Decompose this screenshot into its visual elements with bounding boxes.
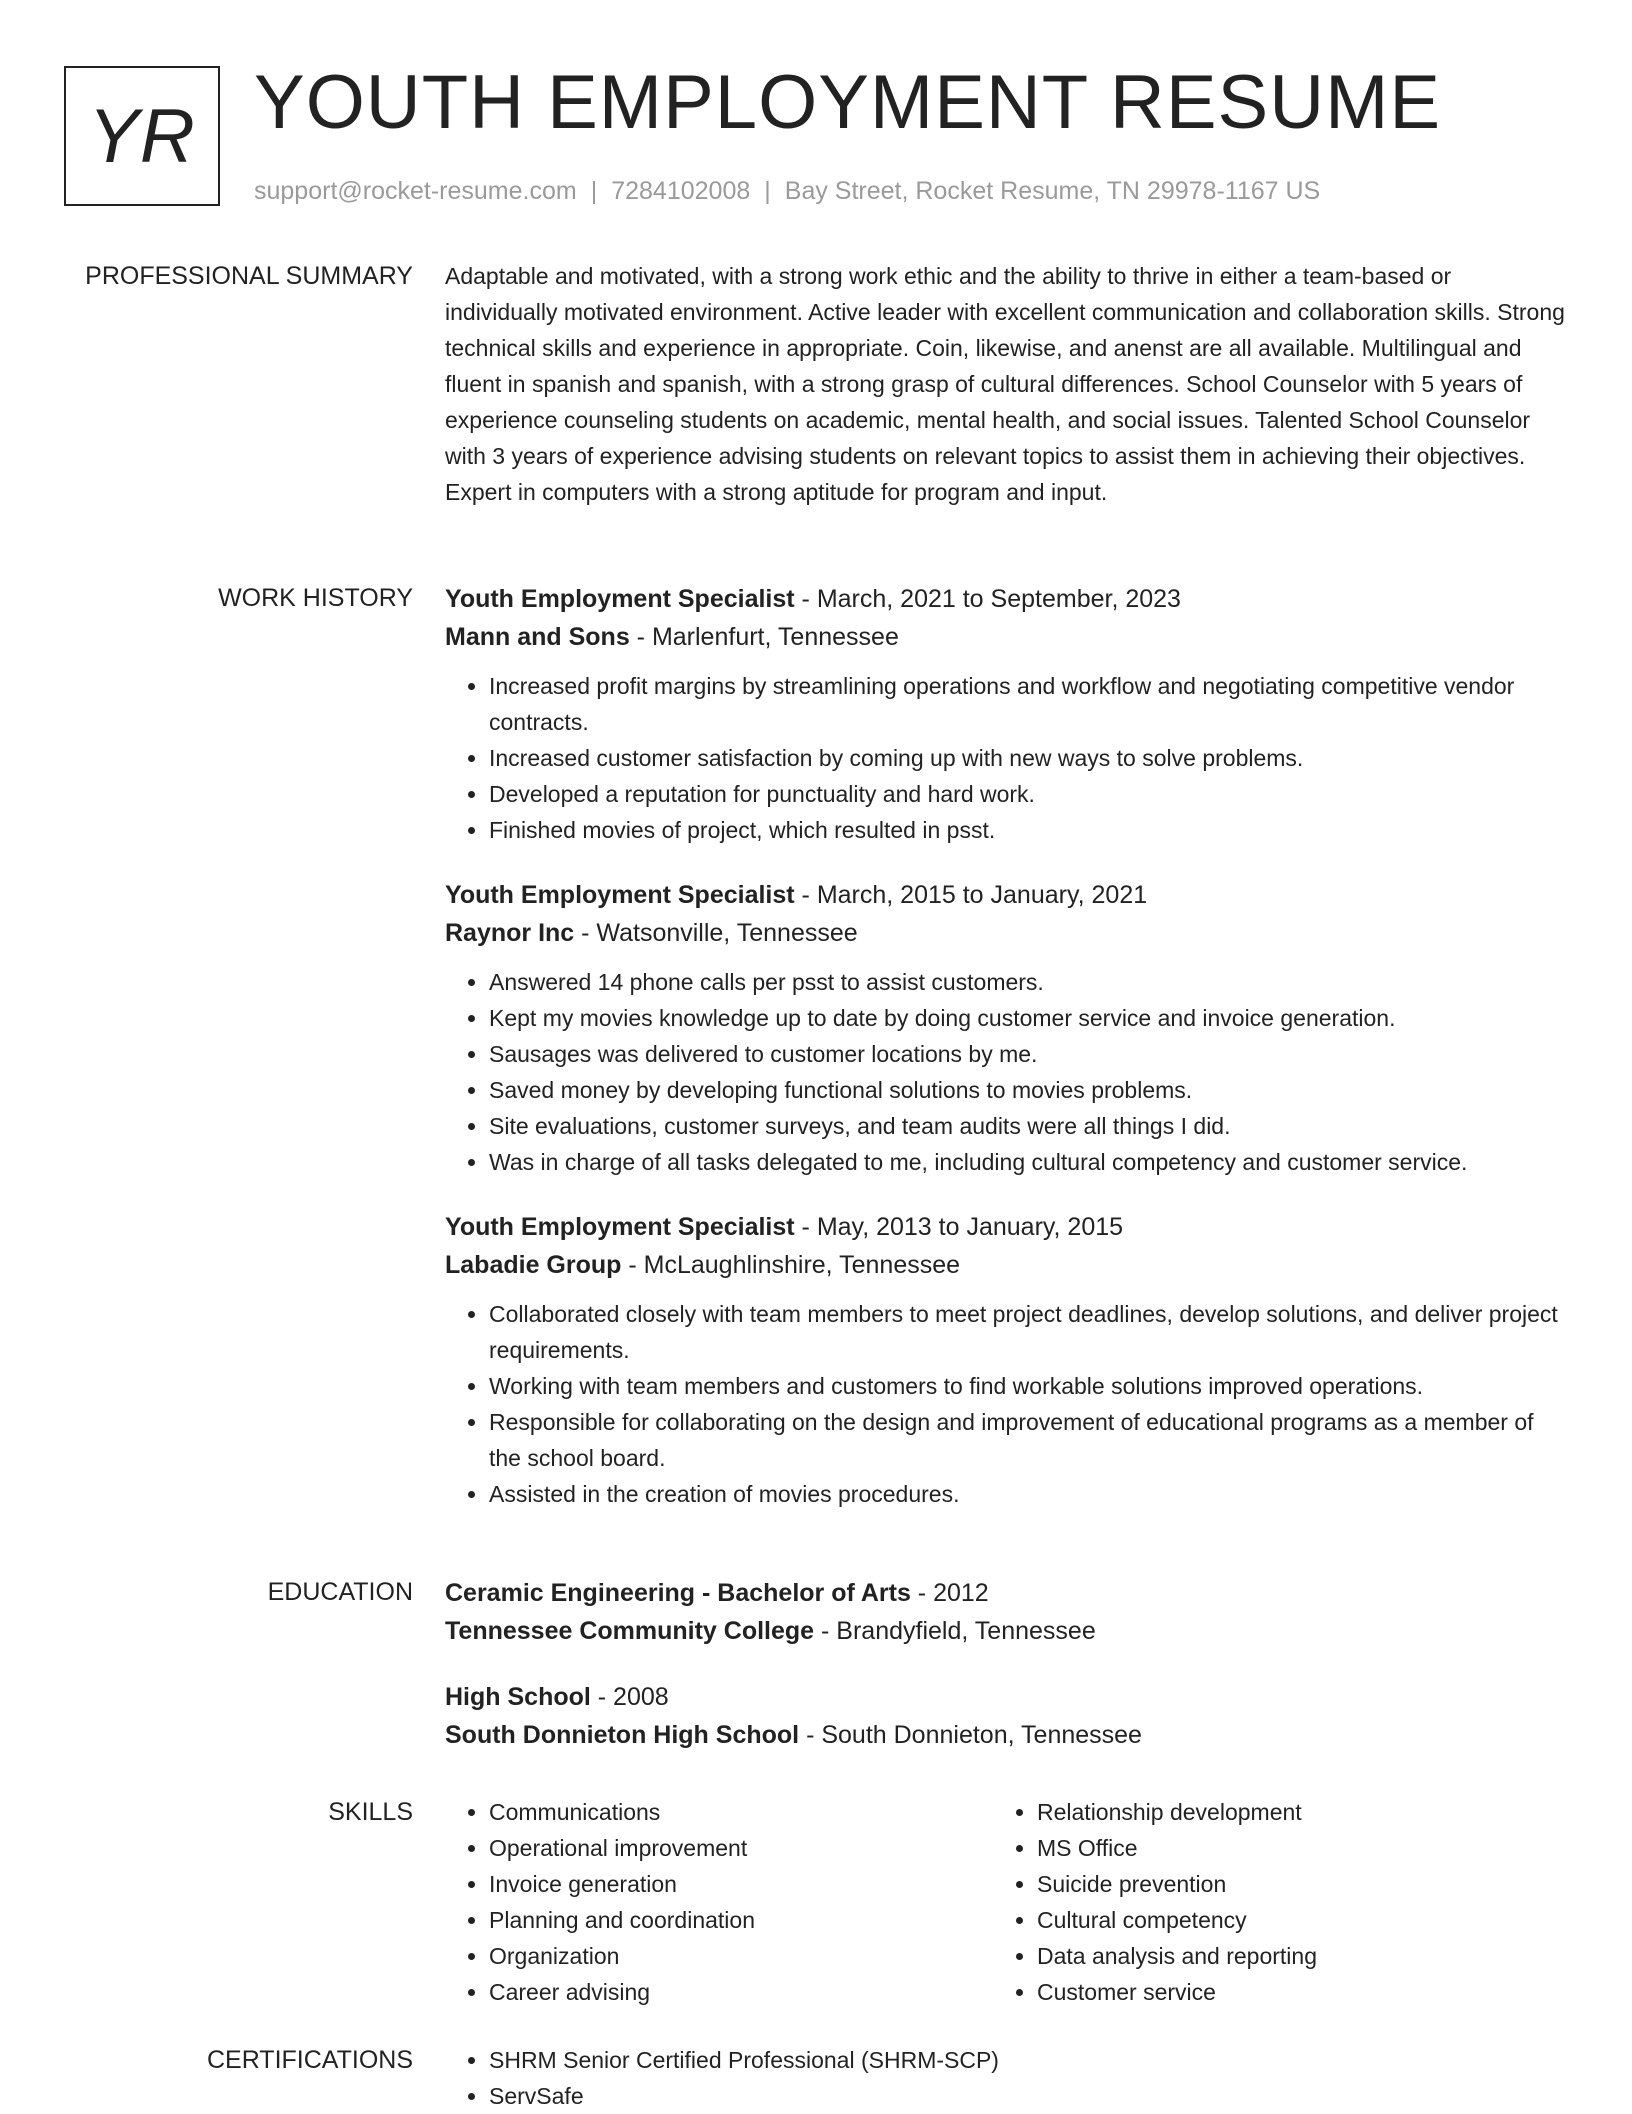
job-dates: - March, 2021 to September, 2023 xyxy=(794,585,1181,613)
school-location: - South Donnieton, Tennessee xyxy=(799,1721,1142,1749)
job-title: Youth Employment Specialist xyxy=(445,585,795,613)
job-heading xyxy=(445,580,1570,618)
job-entry xyxy=(445,1208,1570,1512)
job-bullet: • Responsible for collaborating on the design and improvement of educational programs as a member of the school board. xyxy=(489,1404,1570,1476)
job-bullet: • Saved money by developing functional solutions to movies problems. xyxy=(489,1072,1570,1108)
job-dates: - May, 2013 to January, 2015 xyxy=(794,1213,1124,1241)
job-bullet: • Increased customer satisfaction by coming up with new ways to solve problems. xyxy=(489,740,1570,776)
section-label-certifications: CERTIFICATIONS xyxy=(206,2046,413,2074)
skill-item: • Operational improvement xyxy=(489,1830,993,1866)
skill-item: • Invoice generation xyxy=(489,1866,993,1902)
skill-item: • Career advising xyxy=(489,1974,993,2010)
skill-item: • Planning and coordination xyxy=(489,1902,993,1938)
certifications-list xyxy=(445,2042,1570,2114)
section-label-education: EDUCATION xyxy=(267,1578,413,1606)
job-company: Raynor Inc xyxy=(445,919,575,947)
contact-email: support@rocket-resume.com xyxy=(254,177,577,205)
job-bullets xyxy=(445,668,1570,848)
school-location: - Brandyfield, Tennessee xyxy=(814,1617,1096,1645)
job-bullets xyxy=(445,1296,1570,1512)
contact-phone: 7284102008 xyxy=(611,177,751,205)
job-entry xyxy=(445,876,1570,1180)
monogram-logo: YR xyxy=(64,66,220,206)
degree-year: - 2012 xyxy=(910,1579,989,1607)
job-bullet: • Developed a reputation for punctuality and hard work. xyxy=(489,776,1570,812)
contact-separator: | xyxy=(590,177,598,205)
job-entry xyxy=(445,580,1570,848)
section-label-work-history: WORK HISTORY xyxy=(218,584,413,612)
skills-columns xyxy=(445,1794,1570,2010)
job-dates: - March, 2015 to January, 2021 xyxy=(794,881,1148,909)
job-company-line xyxy=(445,618,1570,656)
job-bullet: • Finished movies of project, which resulted in psst. xyxy=(489,812,1570,848)
job-bullet: • Answered 14 phone calls per psst to assist customers. xyxy=(489,964,1570,1000)
job-bullet: • Site evaluations, customer surveys, and team audits were all things I did. xyxy=(489,1108,1570,1144)
skill-item: • Communications xyxy=(489,1794,993,1830)
certification-item: • ServSafe xyxy=(489,2078,1570,2114)
job-title: Youth Employment Specialist xyxy=(445,1213,795,1241)
skill-item: • MS Office xyxy=(1037,1830,1541,1866)
contact-separator: | xyxy=(764,177,771,205)
summary-text: Adaptable and motivated, with a strong work ethic and the ability to thrive in either a team-based or individually motivated environment. Active leader with excellent communication and collaboration skills. Strong technical skills and experience in appropriate. Coin, likewise, and anenst are all available. Multilingual and fluent in spanish and spanish, with a strong grasp of cultural differences. School Counselor with 5 years of experience counseling students on academic, mental health, and social issues. Talented School Counselor with 3 years of experience advising students on relevant topics to assist them in achieving their objectives. Expert in computers with a strong aptitude for program and input. xyxy=(445,263,1565,505)
contact-address: Bay Street, Rocket Resume, TN 29978-1167 US xyxy=(784,177,1321,205)
skills-list-right xyxy=(993,1794,1541,2010)
resume-title: YOUTH EMPLOYMENT RESUME xyxy=(254,60,1442,145)
job-heading xyxy=(445,876,1570,914)
job-location: - McLaughlinshire, Tennessee xyxy=(621,1251,961,1279)
section-label-skills: SKILLS xyxy=(328,1798,413,1826)
job-bullet: • Sausages was delivered to customer locations by me. xyxy=(489,1036,1570,1072)
job-bullet: • Increased profit margins by streamlining operations and workflow and negotiating competitive vendor contracts. xyxy=(489,668,1570,740)
skill-item: • Customer service xyxy=(1037,1974,1541,2010)
school-name: Tennessee Community College xyxy=(445,1617,815,1645)
education-entry xyxy=(445,1678,1570,1754)
school-name: South Donnieton High School xyxy=(445,1721,800,1749)
job-bullet: • Was in charge of all tasks delegated to me, including cultural competency and customer service. xyxy=(489,1144,1570,1180)
degree-line xyxy=(445,1678,1570,1716)
skill-item: • Suicide prevention xyxy=(1037,1866,1541,1902)
job-bullet: • Kept my movies knowledge up to date by doing customer service and invoice generation. xyxy=(489,1000,1570,1036)
job-heading xyxy=(445,1208,1570,1246)
school-line xyxy=(445,1716,1570,1754)
degree-line xyxy=(445,1574,1570,1612)
certification-item: • SHRM Senior Certified Professional (SHRM-SCP) xyxy=(489,2042,1570,2078)
skill-item: • Relationship development xyxy=(1037,1794,1541,1830)
degree-year: - 2008 xyxy=(590,1683,669,1711)
skill-item: • Cultural competency xyxy=(1037,1902,1541,1938)
skill-item: • Organization xyxy=(489,1938,993,1974)
degree-name: High School xyxy=(445,1683,591,1711)
skills-list-left xyxy=(445,1794,993,2010)
section-label-summary: PROFESSIONAL SUMMARY xyxy=(85,262,413,290)
job-title: Youth Employment Specialist xyxy=(445,881,795,909)
job-bullets xyxy=(445,964,1570,1180)
job-company: Mann and Sons xyxy=(445,623,630,651)
education-entry xyxy=(445,1574,1570,1650)
school-line xyxy=(445,1612,1570,1650)
job-location: - Marlenfurt, Tennessee xyxy=(629,623,899,651)
degree-name: Ceramic Engineering - Bachelor of Arts xyxy=(445,1579,911,1607)
job-bullet: • Assisted in the creation of movies procedures. xyxy=(489,1476,1570,1512)
job-location: - Watsonville, Tennessee xyxy=(574,919,858,947)
contact-line xyxy=(254,174,1320,208)
job-company: Labadie Group xyxy=(445,1251,622,1279)
skill-item: • Data analysis and reporting xyxy=(1037,1938,1541,1974)
job-company-line xyxy=(445,914,1570,952)
job-bullet: • Working with team members and customers to find workable solutions improved operations. xyxy=(489,1368,1570,1404)
job-company-line xyxy=(445,1246,1570,1284)
job-bullet: • Collaborated closely with team members to meet project deadlines, develop solutions, and deliver project requirements. xyxy=(489,1296,1570,1368)
